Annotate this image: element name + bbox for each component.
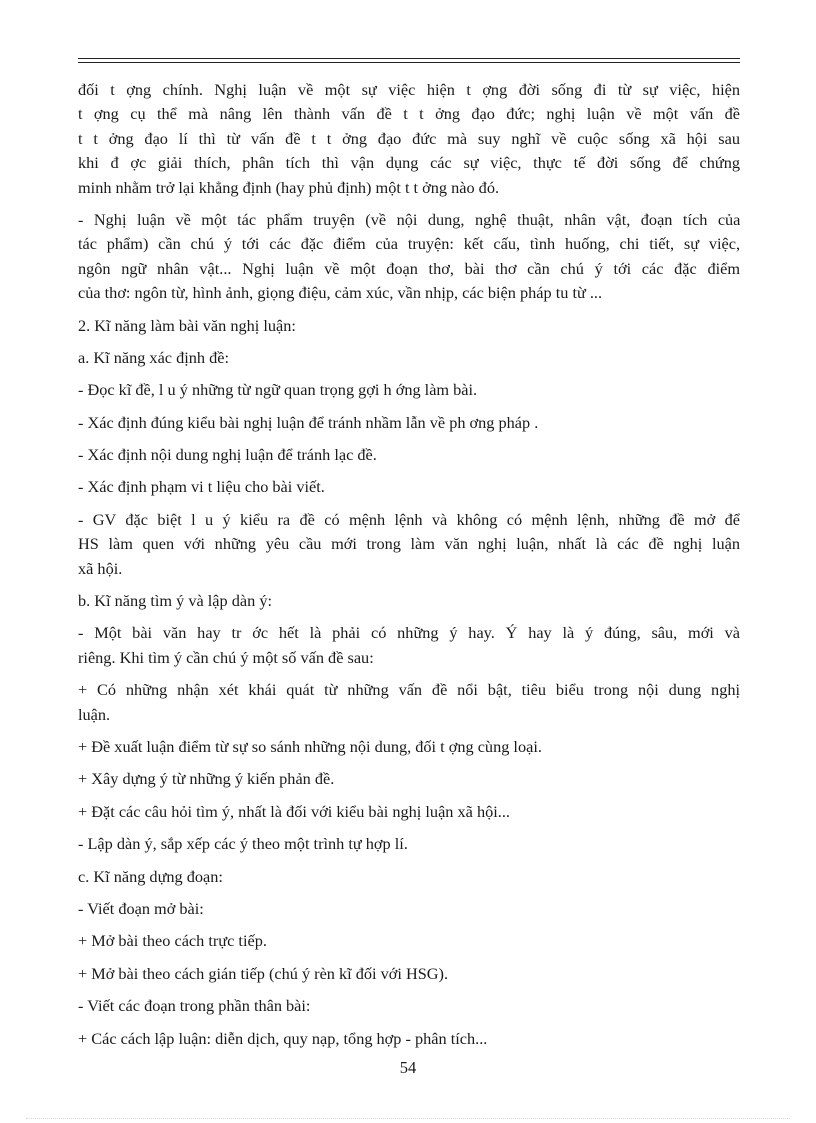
paragraph [78,832,740,856]
paragraph [78,800,740,824]
text-line: t t ởng đạo lí thì từ vấn đề t t ởng đạo đức mà suy nghĩ về cuộc sống xã hội sau [78,128,740,148]
paragraph [78,443,740,467]
text-line: t ợng cụ thể mà nâng lên thành vấn đề t t ởng đạo đức; nghị luận về một vấn đề [78,104,740,124]
text-line: của thơ: ngôn từ, hình ảnh, giọng điệu, cảm xúc, vần nhịp, các biện pháp tu từ ... [78,283,603,303]
text-line: + Đề xuất luận điểm từ sự so sánh những nội dung, đối t ợng cùng loại. [78,736,542,756]
text-line: riêng. Khi tìm ý cần chú ý một số vấn đề sau: [78,647,374,667]
text-line: a. Kĩ năng xác định đề: [78,347,230,367]
text-line: - Đọc kĩ đề, l u ý những từ ngữ quan trọng gợi h ớng làm bài. [78,380,478,400]
paragraph [78,735,740,759]
paragraph [78,78,740,200]
text-line: - Xác định đúng kiểu bài nghị luận để tránh nhầm lẫn về ph ơng pháp . [78,412,539,432]
text-line: + Mở bài theo cách trực tiếp. [78,931,267,951]
text-line: + Các cách lập luận: diễn dịch, quy nạp, tổng hợp - phân tích... [78,1028,488,1048]
paragraph [78,929,740,953]
page-body [78,78,740,1059]
text-line: - GV đặc biệt l u ý kiểu ra đề có mệnh lệnh và không có mệnh lệnh, những đề mở để [78,509,740,529]
paragraph [78,621,740,670]
text-line: + Đặt các câu hỏi tìm ý, nhất là đối với kiểu bài nghị luận xã hội... [78,801,510,821]
text-line: đối t ợng chính. Nghị luận về một sự việc hiện t ợng đời sống đi từ sự việc, hiện [78,80,740,99]
text-line: - Lập dàn ý, sắp xếp các ý theo một trình tự hợp lí. [78,834,408,854]
paragraph [78,994,740,1018]
paragraph [78,411,740,435]
header-rule-bottom [78,62,740,63]
paragraph [78,1027,740,1051]
text-line: b. Kĩ năng tìm ý và lập dàn ý: [78,591,272,611]
text-line: ngôn ngữ nhân vật... Nghị luận về một đoạn thơ, bài thơ cần chú ý tới các đặc điểm [78,258,740,278]
paragraph [78,378,740,402]
text-line: - Nghị luận về một tác phẩm truyện (về nội dung, nghệ thuật, nhân vật, đoạn tích của [78,209,741,229]
paragraph [78,678,740,727]
paragraph [78,508,740,581]
paragraph [78,897,740,921]
text-line: + Mở bài theo cách gián tiếp (chú ý rèn kĩ đối với HSG). [78,963,449,983]
text-line: tác phẩm) cần chú ý tới các đặc điểm của truyện: kết cấu, tình huống, chi tiết, sự việc, [78,234,741,254]
text-line: - Xác định nội dung nghị luận để tránh lạc đề. [78,445,377,465]
text-line: xã hội. [78,558,123,578]
text-line: khi đ ợc giải thích, phân tích thì vận dụng các sự việc, thực tế đời sống để chứng [78,153,740,173]
header-rule-top [78,58,740,59]
text-line: - Một bài văn hay tr ớc hết là phải có những ý hay. Ý hay là ý đúng, sâu, mới và [78,623,740,643]
text-line: 2. Kĩ năng làm bài văn nghị luận: [78,315,296,335]
paragraph [78,767,740,791]
text-line: - Viết đoạn mở bài: [78,898,204,918]
page-number: 54 [399,1058,417,1077]
text-line: HS làm quen với những yêu cầu mới trong làm văn nghị luận, nhất là các đề nghị luận [78,534,740,554]
text-line: luận. [78,704,111,724]
paragraph [78,475,740,499]
text-line: minh nhằm trở lại khẳng định (hay phủ định) một t t ởng nào đó. [78,177,500,197]
paragraph [78,208,740,306]
paragraph [78,865,740,889]
text-line: - Xác định phạm vi t liệu cho bài viết. [78,477,325,497]
paragraph [78,314,740,338]
paragraph [78,346,740,370]
text-line: - Viết các đoạn trong phần thân bài: [78,996,311,1016]
bottom-border-dots [26,1118,790,1119]
text-line: c. Kĩ năng dựng đoạn: [78,866,223,886]
text-line: + Có những nhận xét khái quát từ những vấn đề nổi bật, tiêu biểu trong nội dung nghị [78,680,740,700]
text-line: + Xây dựng ý từ những ý kiến phản đề. [78,769,335,789]
paragraph [78,962,740,986]
paragraph [78,589,740,613]
